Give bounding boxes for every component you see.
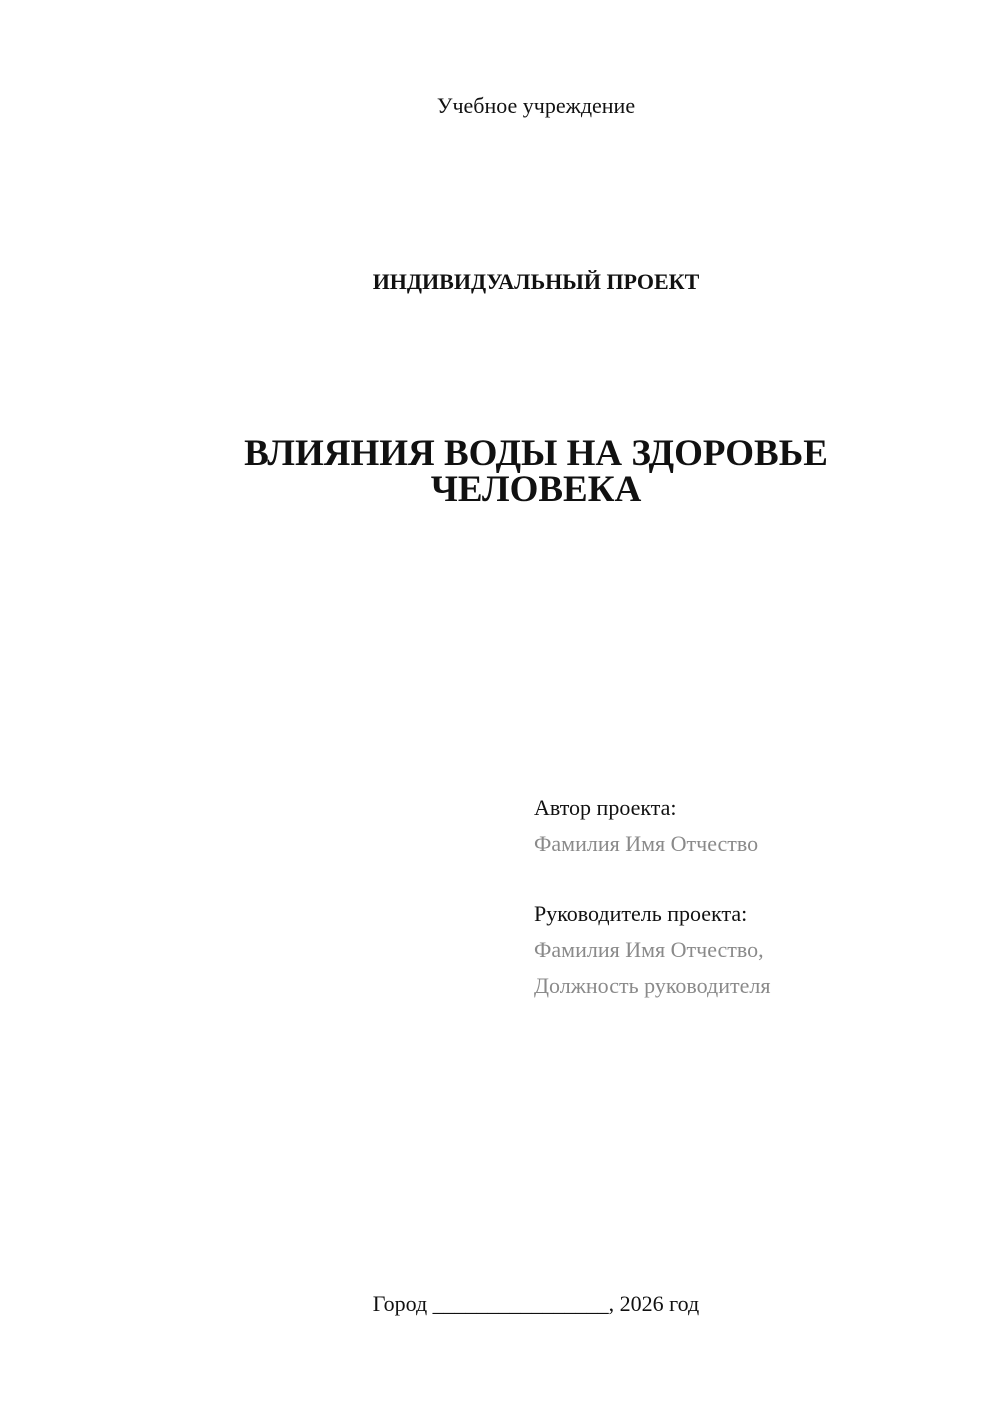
author-label: Автор проекта: — [534, 795, 677, 820]
document-type: ИНДИВИДУАЛЬНЫЙ ПРОЕКТ — [372, 269, 700, 294]
project-title — [0, 433, 1000, 510]
author-name-placeholder: Фамилия Имя Отчество — [534, 831, 759, 856]
supervisor-label: Руководитель проекта: — [534, 901, 748, 926]
supervisor-position-placeholder: Должность руководителя — [534, 973, 771, 998]
supervisor-name-placeholder: Фамилия Имя Отчество, — [534, 937, 764, 962]
project-info-block — [534, 790, 974, 1004]
project-title-line-1: ВЛИЯНИЯ ВОДЫ НА ЗДОРОВЬЕ — [244, 433, 828, 474]
project-title-line-2: ЧЕЛОВЕКА — [430, 469, 642, 510]
institution-name: Учебное учреждение — [436, 93, 636, 118]
city-year-footer: Город ________________, 2026 год — [372, 1291, 700, 1316]
info-spacer — [534, 862, 974, 896]
